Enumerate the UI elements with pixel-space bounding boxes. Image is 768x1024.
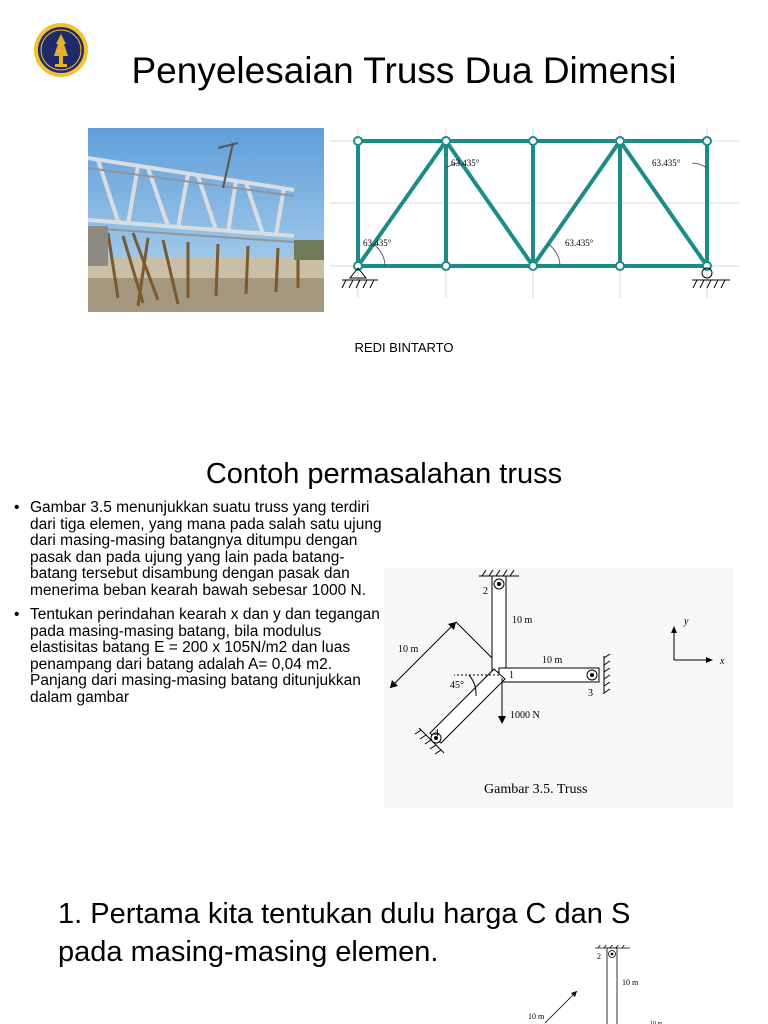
bullet-item: • Tentukan perindahan kearah x dan y dan tegangan pada masing-masing batang, bila modulus elastisitas batang E = 200 x 105N/m2 dan luas penampang dari batang adalah A= 0,04 m2. Panjang dari masing-masing batang ditunjukkan dalam gambar (14, 606, 380, 706)
node-label: 1 (509, 670, 514, 681)
angle-label: 63.435° (451, 158, 480, 168)
bullet-list (14, 500, 384, 714)
slide-step-1 (0, 855, 768, 1024)
dimension-label: 10 m (528, 1012, 545, 1021)
slide-title (0, 0, 768, 396)
node-label: 2 (483, 586, 488, 597)
truss-figure-3-5 (384, 568, 734, 808)
author-name: REDI BINTARTO (354, 340, 454, 355)
dimension-label: 10 m (542, 655, 563, 666)
bullet-item: • Gambar 3.5 menunjukkan suatu truss yang terdiri dari tiga elemen, yang mana pada salah satu ujung dari masing-masing batangnya ditumpu dengan pasak dan pada ujung yang lain pada batang-batang tersebut disambung dengan pasak dan menerima beban kearah bawah sebesar 1000 N. (14, 499, 382, 599)
node-label: 3 (588, 688, 593, 699)
figure-caption: Gambar 3.5. Truss (484, 782, 588, 797)
title-line: pada masing-masing elemen. (58, 936, 439, 968)
node-label: 2 (597, 952, 601, 961)
angle-label: 63.435° (652, 158, 681, 168)
dimension-label: 10 m (622, 978, 639, 987)
truss-diagram (330, 128, 740, 298)
angle-label: 63.435° (363, 238, 392, 248)
angle-label: 45° (450, 680, 464, 691)
angle-label: 63.435° (565, 238, 594, 248)
axis-x-label: x (720, 656, 725, 667)
slide-title-text: Penyelesaian Truss Dua Dimensi (131, 50, 677, 91)
load-label: 1000 N (510, 710, 540, 721)
bullet-text: Tentukan perindahan kearah x dan y dan tegangan pada masing-masing batang, bila modulus elastisitas batang E = 200 x 105N/m2 dan luas penampang dari batang adalah A= 0,04 m2. Panjang dari masing-masing batang ditunjukkan dalam gambar (30, 606, 380, 706)
bullet-text: Gambar 3.5 menunjukkan suatu truss yang terdiri dari tiga elemen, yang mana pada salah satu ujung dari masing-masing batangnya ditumpu dengan pasak dan pada ujung yang lain pada batang-batang tersebut disambung dengan pasak dan menerima beban kearah bawah sebesar 1000 N. (30, 499, 382, 599)
dimension-label: 10 m (512, 615, 533, 626)
truss-figure-small (525, 945, 725, 1024)
dimension-label: 10 m (650, 1021, 663, 1024)
dimension-label: 10 m (398, 644, 419, 655)
slide-title-text: Contoh permasalahan truss (205, 458, 563, 490)
title-line: 1. Pertama kita tentukan dulu harga C dan S (58, 898, 631, 930)
slide-example-problem (0, 410, 768, 840)
axis-y-label: y (684, 616, 689, 627)
node-label: 4 (434, 728, 439, 739)
bridge-photo (88, 128, 324, 312)
